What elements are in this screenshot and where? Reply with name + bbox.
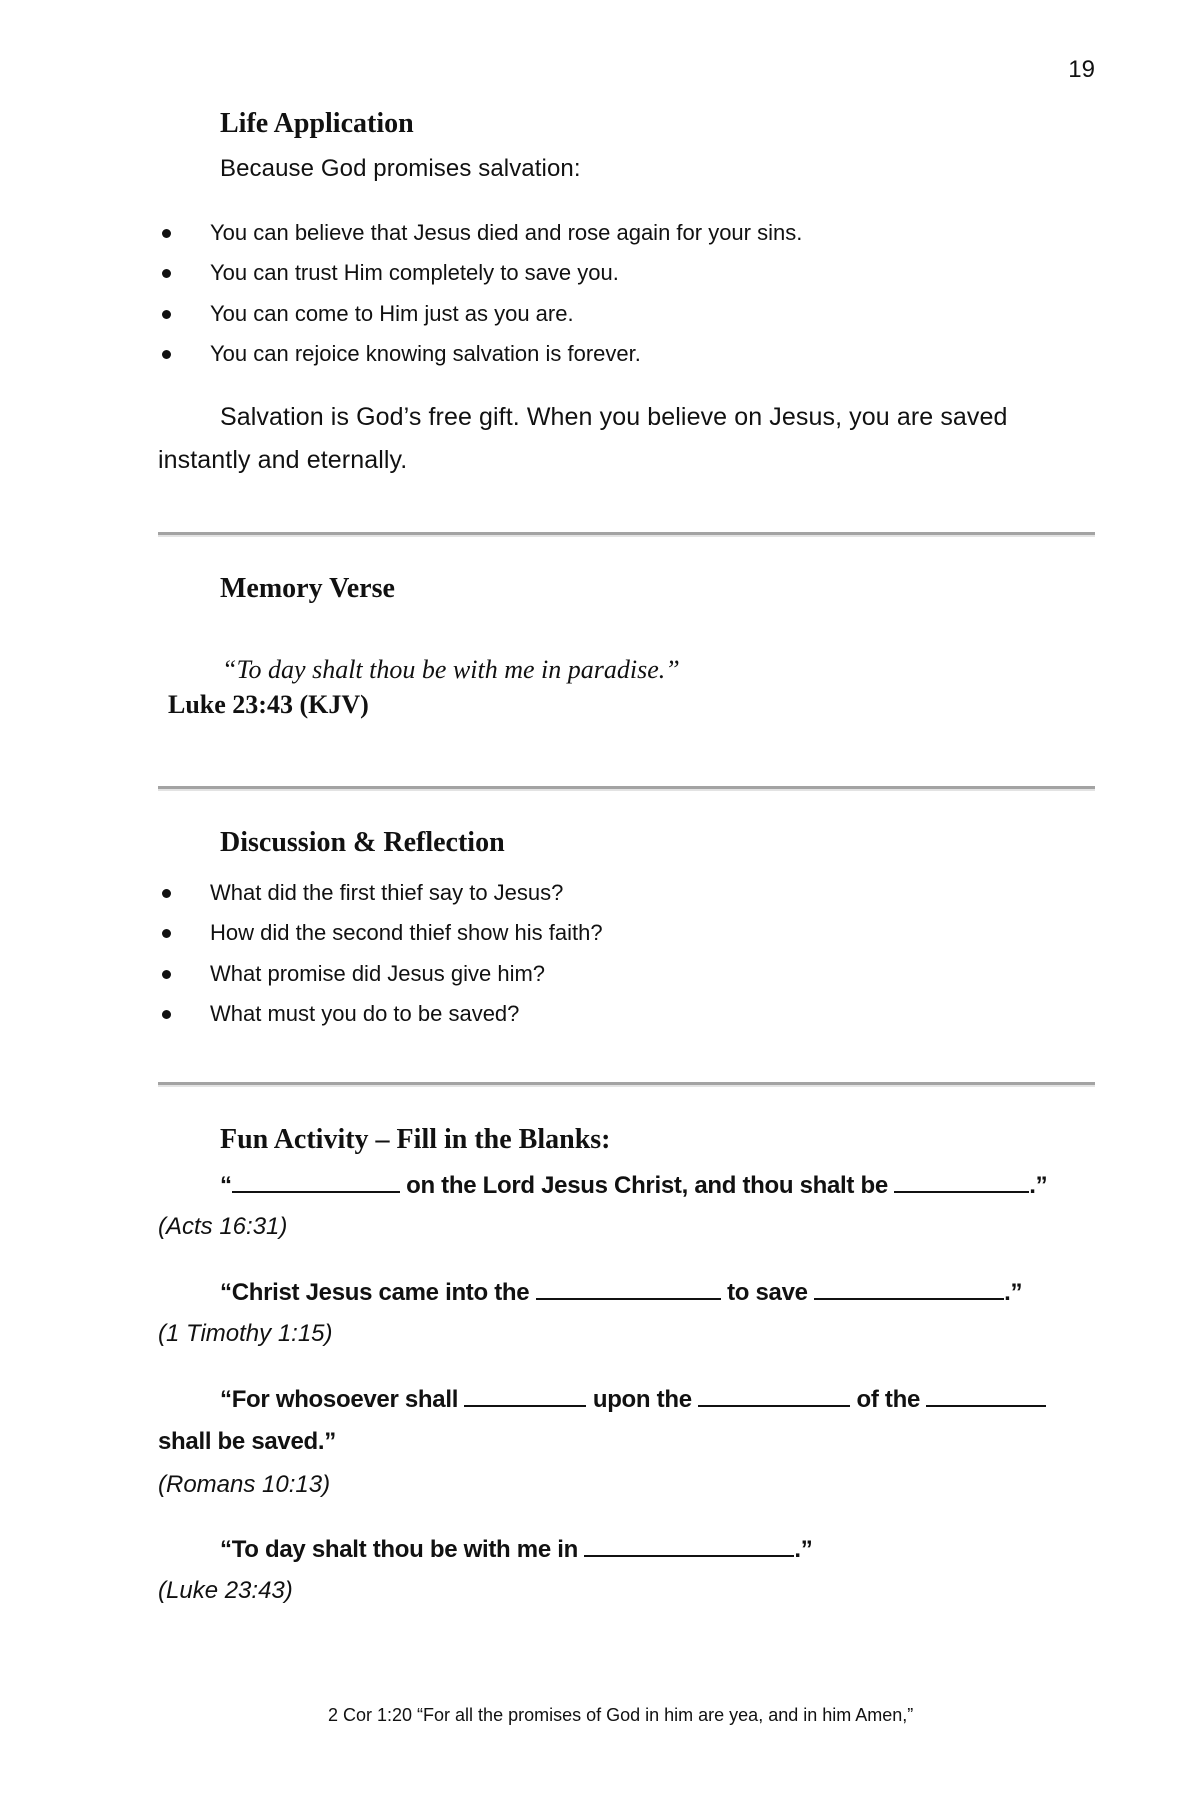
- blank-field[interactable]: [698, 1385, 850, 1407]
- bullet-icon: [162, 269, 171, 278]
- salvation-paragraph-line2: instantly and eternally.: [158, 446, 408, 474]
- page-number: 19: [1068, 56, 1095, 83]
- verse-text: to save: [727, 1279, 808, 1306]
- verse-close: .”: [1029, 1172, 1048, 1199]
- bullet-icon: [162, 889, 171, 898]
- memory-verse-reference: Luke 23:43 (KJV): [168, 690, 369, 719]
- memory-verse-heading: Memory Verse: [220, 573, 395, 604]
- salvation-paragraph-line1: Salvation is God’s free gift. When you believe on Jesus, you are saved: [220, 403, 1008, 431]
- blank-field[interactable]: [232, 1171, 400, 1193]
- bullet-icon: [162, 310, 171, 319]
- verse-citation: (Luke 23:43): [158, 1577, 293, 1604]
- blank-field[interactable]: [894, 1171, 1029, 1193]
- list-item: [160, 1001, 519, 1027]
- bullet-icon: [162, 229, 171, 238]
- verse-citation: (1 Timothy 1:15): [158, 1320, 333, 1347]
- verse-close: .”: [1004, 1279, 1023, 1306]
- list-item-text: You can rejoice knowing salvation is forever.: [210, 341, 641, 366]
- list-item-text: You can trust Him completely to save you.: [210, 260, 619, 285]
- fill-blank-item: [220, 1278, 1022, 1307]
- list-item-text: What promise did Jesus give him?: [210, 961, 546, 986]
- list-item: [160, 880, 563, 906]
- section-divider: [158, 786, 1095, 791]
- discussion-heading: Discussion & Reflection: [220, 827, 505, 858]
- verse-text: upon the: [592, 1386, 692, 1413]
- verse-text: on the Lord Jesus Christ, and thou shalt be: [406, 1172, 888, 1199]
- bullet-icon: [162, 970, 171, 979]
- verse-citation: (Romans 10:13): [158, 1471, 331, 1498]
- blank-field[interactable]: [584, 1535, 794, 1557]
- blank-field[interactable]: [814, 1278, 1004, 1300]
- list-item: [160, 961, 545, 987]
- bullet-icon: [162, 1010, 171, 1019]
- life-application-heading: Life Application: [220, 108, 414, 139]
- memory-verse-quote: “To day shalt thou be with me in paradise.”: [222, 655, 680, 684]
- verse-text: “Christ Jesus came into the: [220, 1279, 530, 1306]
- list-item-text: You can come to Him just as you are.: [210, 301, 574, 326]
- section-divider: [158, 532, 1095, 537]
- life-application-intro: Because God promises salvation:: [220, 155, 581, 182]
- list-item: [160, 260, 619, 286]
- list-item: [160, 301, 574, 327]
- verse-text: “For whosoever shall: [220, 1386, 459, 1413]
- quote-mark: “: [220, 1172, 232, 1199]
- activity-heading: Fun Activity – Fill in the Blanks:: [220, 1124, 611, 1155]
- fill-blank-item: [220, 1535, 812, 1564]
- blank-field[interactable]: [464, 1385, 586, 1407]
- list-item: [160, 341, 641, 367]
- list-item-text: What did the first thief say to Jesus?: [210, 880, 564, 905]
- list-item-text: You can believe that Jesus died and rose again for your sins.: [210, 220, 803, 245]
- verse-text-line2: shall be saved.”: [158, 1428, 336, 1455]
- blank-field[interactable]: [536, 1278, 721, 1300]
- fill-blank-item: [220, 1385, 1046, 1414]
- bullet-icon: [162, 350, 171, 359]
- verse-text: “To day shalt thou be with me in: [220, 1536, 578, 1563]
- list-item-text: What must you do to be saved?: [210, 1001, 520, 1026]
- list-item: [160, 220, 802, 246]
- verse-close: .”: [794, 1536, 813, 1563]
- blank-field[interactable]: [926, 1385, 1046, 1407]
- bullet-icon: [162, 929, 171, 938]
- verse-citation: (Acts 16:31): [158, 1213, 288, 1240]
- page-footer: 2 Cor 1:20 “For all the promises of God in him are yea, and in him Amen,”: [328, 1705, 914, 1725]
- list-item-text: How did the second thief show his faith?: [210, 920, 603, 945]
- fill-blank-item: [220, 1171, 1047, 1200]
- verse-text: of the: [856, 1386, 921, 1413]
- list-item: [160, 920, 603, 946]
- section-divider: [158, 1082, 1095, 1087]
